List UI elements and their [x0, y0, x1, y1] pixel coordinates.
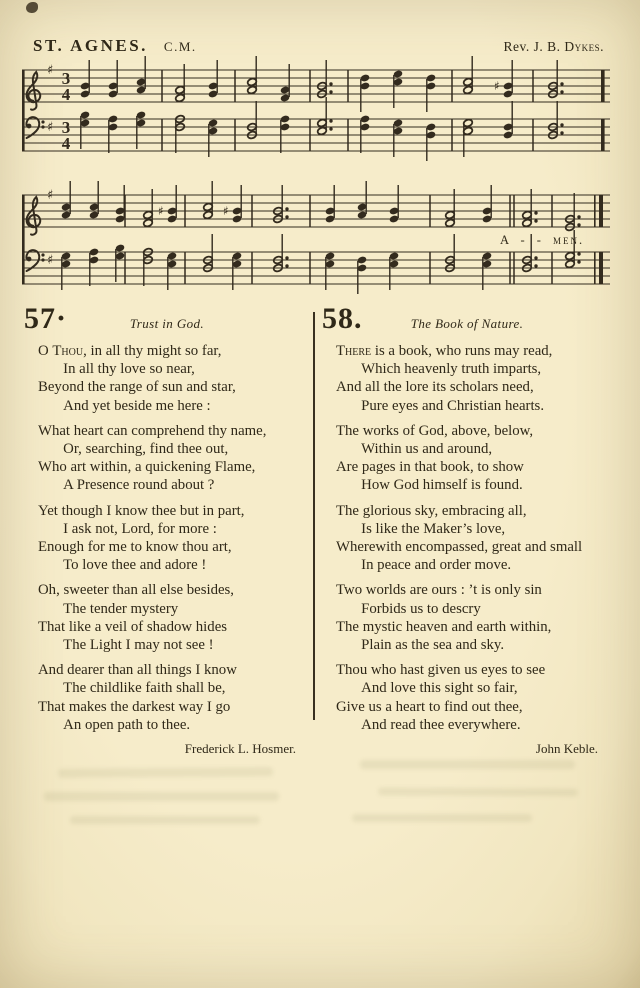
- verse-line: Forbids us to descry: [361, 600, 481, 617]
- verse-line: The childlike faith shall be,: [63, 680, 226, 697]
- composer-credit: [503, 39, 604, 55]
- author-credit: Frederick L. Hosmer.: [184, 741, 296, 757]
- verse-line: Wherewith encompassed, great and small: [336, 539, 583, 556]
- system-bracket: [22, 195, 25, 284]
- hymn-number: 57·: [24, 302, 68, 335]
- ink-blot: [26, 2, 38, 13]
- verse-line: Or, searching, find thee out,: [63, 441, 229, 458]
- verse-line: That like a veil of shadow hides: [38, 618, 228, 635]
- svg-text:♯: ♯: [494, 79, 500, 93]
- svg-text:♯: ♯: [47, 188, 54, 203]
- verse-line: Beyond the range of sun and star,: [38, 379, 236, 396]
- tune-title: ST. AGNES.: [33, 36, 148, 55]
- svg-text:4: 4: [61, 85, 71, 104]
- verse-line: And yet beside me here :: [63, 397, 211, 414]
- verse-line: Plain as the sea and sky.: [361, 637, 505, 654]
- stanza: [38, 502, 310, 575]
- verse-line: I ask not, Lord, for more :: [63, 520, 217, 537]
- composer-name: Dykes.: [564, 39, 604, 54]
- stanza: [38, 422, 310, 495]
- bleed-mark: [44, 792, 279, 801]
- verse-line: How God himself is found.: [361, 477, 523, 494]
- verse-line: A Presence round about ?: [63, 477, 215, 494]
- verse-line: Are pages in that book, to show: [336, 459, 524, 476]
- opening-word: There: [336, 343, 372, 359]
- opening-pre: O: [38, 343, 53, 359]
- verse-line: Pure eyes and Christian hearts.: [361, 397, 545, 414]
- verse-line: To love thee and adore !: [63, 557, 207, 574]
- stanza: [336, 502, 612, 575]
- stanza: [38, 342, 310, 415]
- svg-text:♯: ♯: [47, 253, 54, 268]
- svg-text:4: 4: [61, 134, 71, 153]
- verse-line: An open path to thee.: [63, 716, 191, 733]
- hymn-score: [0, 55, 640, 305]
- stanza: [336, 661, 612, 734]
- verse-line: Within us and around,: [361, 441, 493, 458]
- verse-line: The tender mystery: [63, 600, 179, 617]
- svg-text:3: 3: [61, 118, 71, 137]
- amen-text: A - - men.: [500, 233, 585, 247]
- verse-line: The works of God, above, below,: [336, 422, 534, 439]
- treble-staff: [22, 56, 610, 112]
- verse-line: And dearer than all things I know: [38, 662, 237, 679]
- score-system: [22, 56, 610, 161]
- stanza: [38, 661, 310, 734]
- bass-staff: [22, 97, 610, 161]
- treble-staff: [22, 181, 610, 235]
- svg-text:♯: ♯: [223, 204, 229, 218]
- verse-line: Give us a heart to find out thee,: [336, 698, 523, 715]
- hymn-58: [322, 302, 612, 757]
- bleed-mark: [378, 787, 578, 796]
- stanza: [336, 422, 612, 495]
- bleed-mark: [360, 760, 575, 769]
- author-credit: John Keble.: [535, 741, 598, 757]
- verse-line: That makes the darkest way I go: [38, 698, 231, 715]
- svg-text:3: 3: [61, 69, 71, 88]
- verse-line: In all thy love so near,: [63, 361, 195, 378]
- verse-line: And all the lore its scholars need,: [336, 379, 534, 396]
- svg-text:♯: ♯: [158, 204, 164, 218]
- hymn-57-head: [24, 302, 310, 342]
- svg-text:♯: ♯: [47, 63, 54, 78]
- verse-line: Oh, sweeter than all else besides,: [38, 582, 234, 599]
- verse-line: In peace and order move.: [361, 557, 512, 574]
- verse-line: [336, 342, 612, 360]
- column-divider: [313, 312, 315, 720]
- verse-line: Which heavenly truth imparts,: [361, 361, 542, 378]
- hymn-58-head: [322, 302, 612, 342]
- system-bracket: [22, 70, 25, 151]
- verse-line: Yet though I know thee but in part,: [38, 502, 245, 519]
- verse-line: Who art within, a quickening Flame,: [38, 459, 256, 476]
- composer-prefix: Rev. J. B.: [503, 39, 565, 54]
- stanza: [38, 581, 310, 654]
- verse-line: Is like the Maker’s love,: [361, 520, 506, 537]
- bleed-mark: [70, 816, 260, 824]
- verse-line: The mystic heaven and earth within,: [336, 618, 552, 635]
- verse-line: And read thee everywhere.: [361, 716, 521, 733]
- masthead: [33, 36, 604, 56]
- opening-rest: , in all thy might so far,: [83, 343, 222, 359]
- hymn-title: Trust in God.: [129, 316, 205, 331]
- verse-line: [38, 342, 310, 360]
- stanza: [336, 342, 612, 415]
- verse-line: And love this sight so fair,: [361, 680, 518, 697]
- hymn-57: [24, 302, 310, 757]
- opening-word: Thou: [52, 343, 84, 359]
- verse-line: Two worlds are ours : ’t is only sin: [336, 582, 542, 599]
- bleed-mark: [58, 767, 273, 778]
- verse-line: The Light I may not see !: [63, 637, 214, 654]
- tune-meter: C.M.: [163, 39, 197, 54]
- verse-line: Enough for me to know thou art,: [38, 539, 232, 556]
- bleed-mark: [352, 814, 532, 822]
- opening-rest: is a book, who runs may read,: [371, 343, 553, 359]
- verse-line: What heart can comprehend thy name,: [38, 422, 267, 439]
- verse-line: Thou who hast given us eyes to see: [336, 662, 546, 679]
- svg-text:♯: ♯: [47, 120, 54, 135]
- hymn-title: The Book of Nature.: [410, 316, 524, 331]
- verse-line: The glorious sky, embracing all,: [336, 502, 527, 519]
- stanza: [336, 581, 612, 654]
- hymn-number: 58.: [322, 302, 363, 335]
